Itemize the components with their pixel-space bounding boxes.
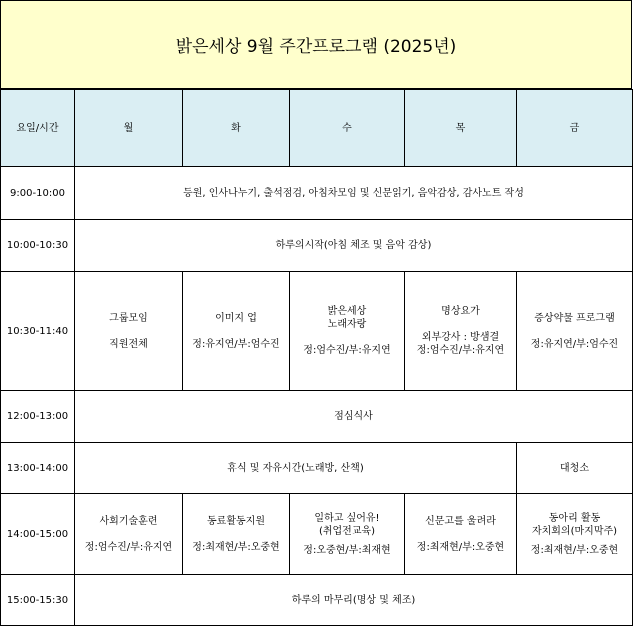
program-name: 그룹모임 — [109, 312, 148, 324]
time-cell: 14:00-15:00 — [1, 494, 75, 575]
header-mon: 월 — [75, 90, 183, 167]
program-name: 밝은세상 — [327, 306, 367, 317]
header-time: 요일/시간 — [1, 90, 75, 167]
program-staff: 정:최재현/부:오중현 — [416, 541, 505, 553]
program-staff: 정:엄수진/부:유지연 — [84, 541, 173, 553]
header-row — [1, 90, 633, 167]
header-tue: 화 — [183, 90, 290, 167]
schedule-row — [1, 167, 633, 220]
schedule-row — [1, 494, 633, 575]
program-cell — [405, 494, 517, 575]
program-cell: 점심식사 — [75, 391, 633, 443]
program-cell — [290, 272, 405, 391]
program-cell — [405, 272, 517, 391]
schedule-row — [1, 575, 633, 626]
time-cell: 10:00-10:30 — [1, 220, 75, 272]
program-staff: 직원전체 — [109, 338, 148, 350]
program-name: 동료활동지원 — [207, 515, 265, 527]
header-wed: 수 — [290, 90, 405, 167]
program-cell: 하루의 마무리(명상 및 체조) — [75, 575, 633, 626]
program-name: 사회기술훈련 — [99, 515, 158, 527]
program-staff: 정:유지연/부:엄수진 — [530, 338, 619, 350]
program-staff: 정:최재현/부:오중현 — [530, 544, 619, 556]
time-cell: 12:00-13:00 — [1, 391, 75, 443]
program-cell: 하루의시작(아침 체조 및 음악 감상) — [75, 220, 633, 272]
program-cell — [290, 494, 405, 575]
schedule-table — [0, 89, 633, 626]
program-name: 일하고 싶어유! — [314, 512, 380, 524]
program-name: 이미지 업 — [215, 312, 257, 324]
time-cell: 15:00-15:30 — [1, 575, 75, 626]
program-cell — [183, 494, 290, 575]
schedule-row — [1, 391, 633, 443]
program-staff: 정:최재현/부:오중현 — [192, 541, 280, 553]
program-name: 동아리 활동 — [548, 512, 601, 524]
program-cell — [183, 272, 290, 391]
schedule-row — [1, 220, 633, 272]
time-cell: 10:30-11:40 — [1, 272, 75, 391]
program-cell: 대청소 — [517, 443, 633, 494]
schedule-row — [1, 272, 633, 391]
header-thu: 목 — [405, 90, 517, 167]
program-cell — [517, 494, 633, 575]
program-staff: 정:유지연/부:엄수진 — [192, 338, 280, 350]
program-name: 노래자랑 — [327, 319, 367, 330]
program-cell: 등원, 인사나누기, 출석점검, 아침차모임 및 신문읽기, 음악감상, 감사노트 작성 — [75, 167, 633, 220]
program-cell: 휴식 및 자유시간(노래방, 산책) — [75, 443, 517, 494]
time-cell: 13:00-14:00 — [1, 443, 75, 494]
page-title: 밝은세상 9월 주간프로그램 (2025년) — [0, 0, 632, 89]
program-cell — [75, 494, 183, 575]
program-staff: 정:엄수진/부:유지연 — [303, 345, 391, 356]
schedule-row — [1, 443, 633, 494]
program-name: 신문고를 울려라 — [425, 515, 496, 527]
program-name: 증상약물 프로그램 — [534, 312, 615, 324]
program-name: (취업전교육) — [318, 525, 376, 537]
time-cell: 9:00-10:00 — [1, 167, 75, 220]
program-staff: 정:오중현/부:최재현 — [303, 544, 391, 556]
program-instructor: 외부강사 : 방샘결 — [421, 332, 500, 343]
program-name: 자치회의(마지막주) — [531, 525, 618, 537]
program-cell — [75, 272, 183, 391]
header-fri: 금 — [517, 90, 633, 167]
program-name: 명상요가 — [441, 306, 480, 317]
program-staff: 정:엄수진/부:유지연 — [416, 345, 505, 356]
program-cell — [517, 272, 633, 391]
